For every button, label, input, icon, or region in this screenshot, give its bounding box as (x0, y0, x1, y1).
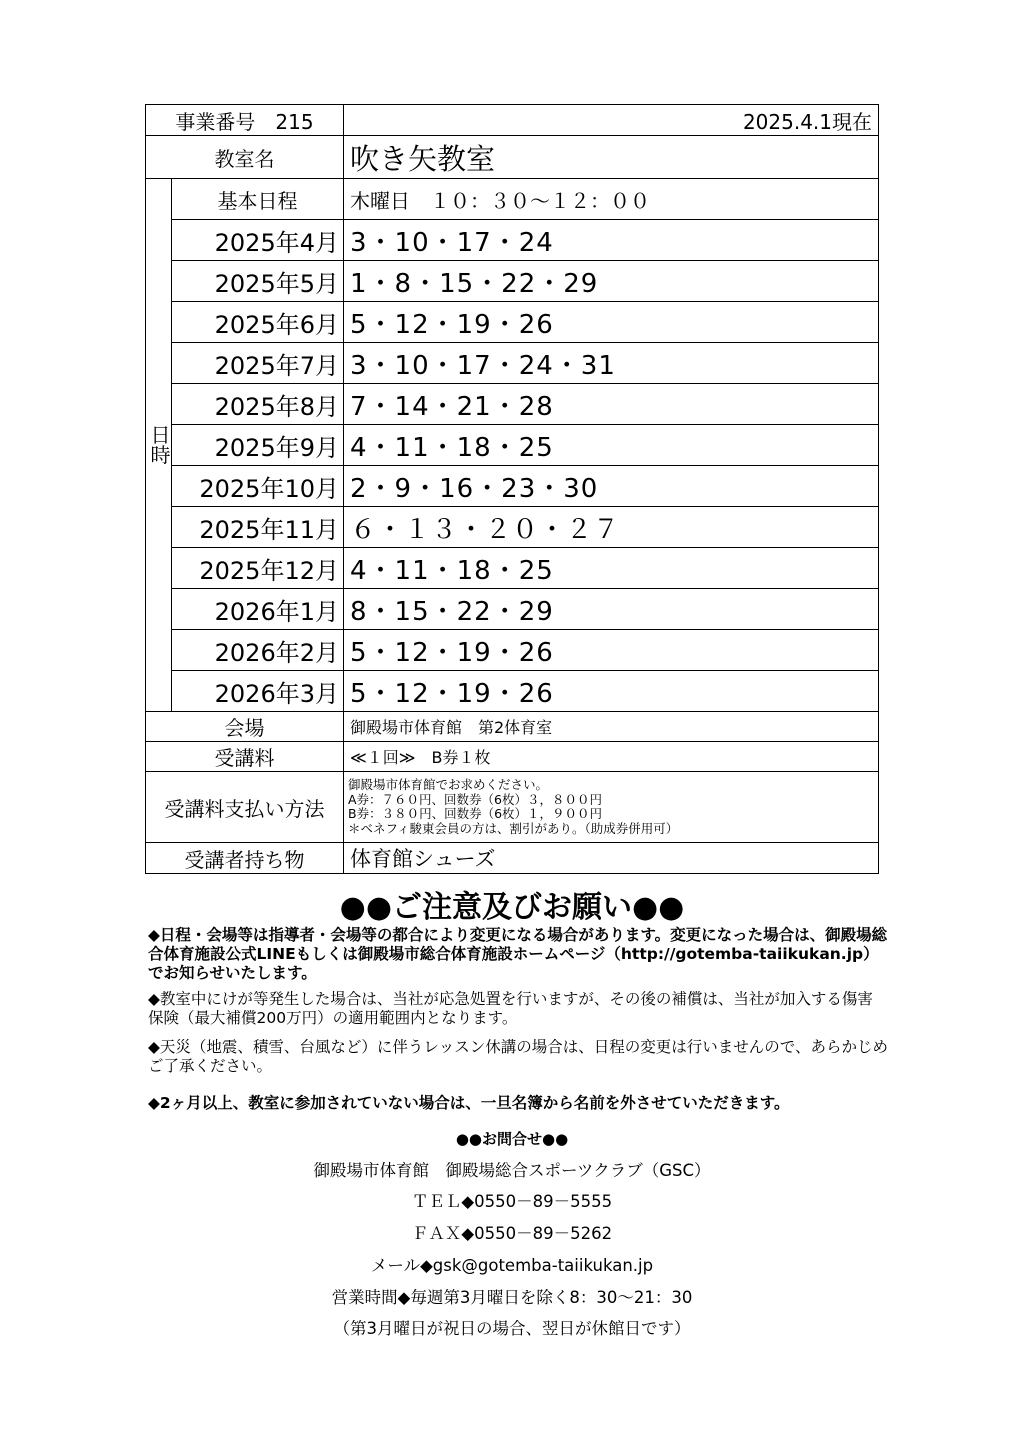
month-label: 2026年1月 (172, 589, 344, 630)
contact-mail[interactable]: メール◆gsk@gotemba-taiikukan.jp (370, 1256, 654, 1275)
note-injury: ◆教室中にけが等発生した場合は、当社が応急処置を行いますが、その後の補償は、当社が加入する傷害保険（最大補償200万円）の適用範囲内となります。 (148, 990, 873, 1027)
contact-tel: ＴＥＬ◆0550－89－5555 (411, 1192, 613, 1211)
month-label: 2025年8月 (172, 384, 344, 425)
month-label: 2026年3月 (172, 671, 344, 712)
fee-label: 受講料 (146, 742, 344, 772)
contact-org: 御殿場市体育館 御殿場総合スポーツクラブ（GSC） (313, 1161, 711, 1180)
month-dates: 5・12・19・26 (344, 302, 879, 343)
month-label: 2025年5月 (172, 261, 344, 302)
items-label: 受講者持ち物 (146, 843, 344, 874)
month-dates: 4・11・18・25 (344, 548, 879, 589)
month-label: 2025年10月 (172, 466, 344, 507)
month-label: 2025年12月 (172, 548, 344, 589)
month-label: 2025年6月 (172, 302, 344, 343)
month-row (146, 548, 879, 589)
payment-line: A券：７６０円、回数券（6枚）３，８００円 (348, 791, 603, 807)
month-dates: 2・9・16・23・30 (344, 466, 879, 507)
month-label: 2026年2月 (172, 630, 344, 671)
month-row (146, 261, 879, 302)
month-row (146, 507, 879, 548)
contact-hours-note: （第3月曜日が祝日の場合、翌日が休館日です） (333, 1319, 691, 1338)
month-row (146, 384, 879, 425)
schedule-table (145, 104, 879, 874)
contact-hours: 営業時間◆毎週第3月曜日を除く8：30～21：30 (331, 1288, 693, 1307)
class-name-label: 教室名 (146, 136, 344, 179)
month-row (146, 302, 879, 343)
month-row (146, 671, 879, 712)
header-row (146, 105, 879, 136)
program-number: 事業番号 215 (146, 105, 344, 136)
items-value: 体育館シューズ (344, 843, 879, 874)
venue-value: 御殿場市体育館 第2体育室 (344, 712, 879, 742)
month-row (146, 630, 879, 671)
payment-label: 受講料支払い方法 (146, 772, 344, 843)
as-of-date: 2025.4.1現在 (344, 105, 879, 136)
payment-line: 御殿場市体育館でお求めください。 (348, 777, 549, 792)
month-dates: 4・11・18・25 (344, 425, 879, 466)
month-dates: 1・8・15・22・29 (344, 261, 879, 302)
contact-title: ●●お問合せ●● (455, 1130, 569, 1148)
datetime-side-label: 日時 (146, 179, 172, 712)
month-row (146, 425, 879, 466)
notice-title: ●●ご注意及びお願い●● (339, 890, 685, 925)
note-schedule-change: ◆日程・会場等は指導者・会場等の都合により変更になる場合があります。変更になった場合は、御殿場総合体育施設公式LINEもしくは御殿場市総合体育施設ホームページ（http://gotemba-taiikukan.jp）でお知らせいたします。 (148, 926, 888, 982)
month-row (146, 343, 879, 384)
month-dates: 3・10・17・24・31 (344, 343, 879, 384)
payment-row (146, 772, 879, 843)
contact-fax: ＦＡＸ◆0550－89－5262 (411, 1224, 613, 1243)
venue-label: 会場 (146, 712, 344, 742)
month-row (146, 589, 879, 630)
month-row (146, 220, 879, 261)
class-name-row (146, 136, 879, 179)
month-label: 2025年11月 (172, 507, 344, 548)
class-name: 吹き矢教室 (344, 136, 879, 179)
fee-value: ≪１回≫ B券１枚 (344, 742, 879, 772)
basic-schedule-label: 基本日程 (172, 179, 344, 220)
month-row (146, 466, 879, 507)
items-row (146, 843, 879, 874)
month-dates: 8・15・22・29 (344, 589, 879, 630)
month-dates: 5・12・19・26 (344, 671, 879, 712)
month-label: 2025年7月 (172, 343, 344, 384)
fee-row (146, 742, 879, 772)
venue-row (146, 712, 879, 742)
month-label: 2025年4月 (172, 220, 344, 261)
month-dates: 7・14・21・28 (344, 384, 879, 425)
month-dates: ６・１３・２０・２７ (344, 507, 879, 548)
payment-line: B券：３８０円、回数券（6枚）１，９００円 (348, 806, 603, 821)
month-dates: 3・10・17・24 (344, 220, 879, 261)
payment-details (344, 772, 879, 843)
month-label: 2025年9月 (172, 425, 344, 466)
basic-schedule-value: 木曜日 １０：３０～１２：００ (344, 179, 879, 220)
note-disaster: ◆天災（地震、積雪、台風など）に伴うレッスン休講の場合は、日程の変更は行いませんので、あらかじめご了承ください。 (148, 1038, 888, 1075)
month-dates: 5・12・19・26 (344, 630, 879, 671)
basic-schedule-row (146, 179, 879, 220)
payment-line: ＊ベネフィ駿東会員の方は、割引があり。（助成券併用可） (348, 820, 679, 836)
note-roster: ◆2ヶ月以上、教室に参加されていない場合は、一旦名簿から名前を外させていただきます。 (148, 1094, 790, 1112)
